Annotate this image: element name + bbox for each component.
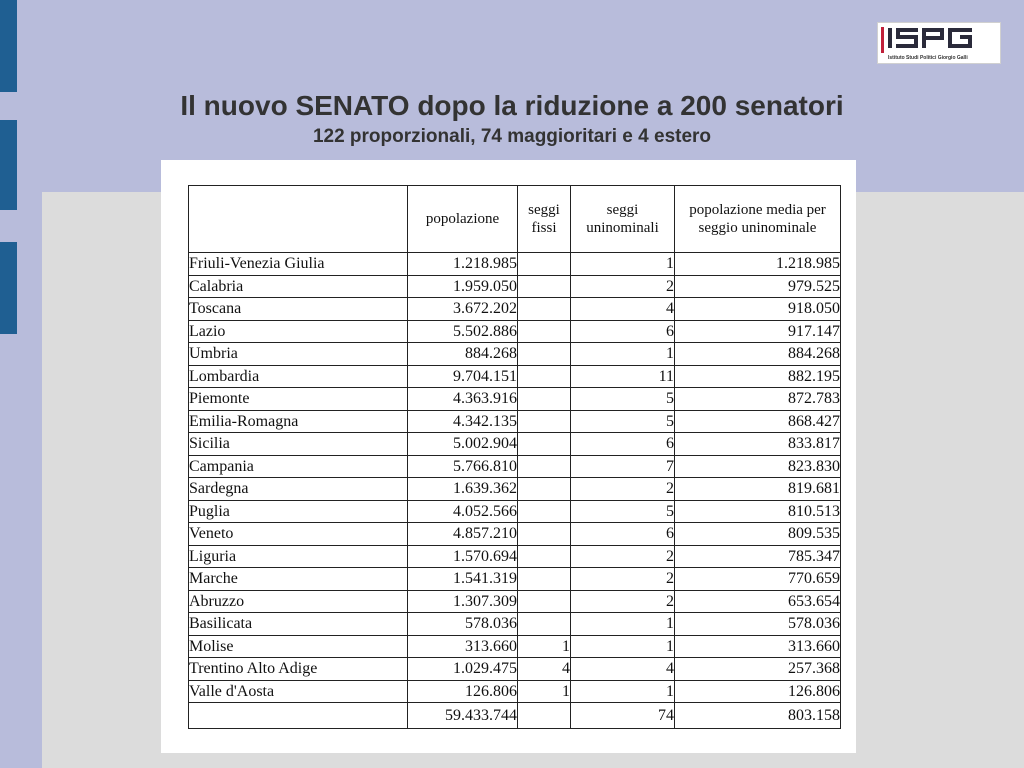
cell-avg-population: 819.681 [675, 478, 841, 501]
table-row [189, 320, 841, 343]
cell-single-member-seats: 6 [571, 523, 675, 546]
cell-single-member-seats: 6 [571, 433, 675, 456]
cell-avg-population: 884.268 [675, 343, 841, 366]
cell-avg-population: 1.218.985 [675, 253, 841, 276]
cell-region: Umbria [189, 343, 408, 366]
cell-population: 9.704.151 [408, 365, 518, 388]
cell-population: 4.857.210 [408, 523, 518, 546]
cell-population: 3.672.202 [408, 298, 518, 321]
cell-single-member-seats: 2 [571, 568, 675, 591]
cell-region: Veneto [189, 523, 408, 546]
cell-region: Sicilia [189, 433, 408, 456]
cell-avg-population: 770.659 [675, 568, 841, 591]
cell-population: 1.570.694 [408, 545, 518, 568]
total-cell-fixed-seats [518, 703, 571, 729]
header-population: popolazione [408, 186, 518, 253]
cell-region: Lombardia [189, 365, 408, 388]
total-cell-avg-population: 803.158 [675, 703, 841, 729]
cell-fixed-seats: 1 [518, 635, 571, 658]
cell-population: 313.660 [408, 635, 518, 658]
cell-region: Marche [189, 568, 408, 591]
table-row [189, 680, 841, 703]
cell-single-member-seats: 1 [571, 635, 675, 658]
cell-avg-population: 810.513 [675, 500, 841, 523]
cell-single-member-seats: 1 [571, 253, 675, 276]
cell-fixed-seats [518, 343, 571, 366]
cell-avg-population: 882.195 [675, 365, 841, 388]
page-subtitle: 122 proporzionali, 74 maggioritari e 4 estero [312, 126, 712, 147]
cell-single-member-seats: 7 [571, 455, 675, 478]
cell-region: Calabria [189, 275, 408, 298]
cell-single-member-seats: 2 [571, 590, 675, 613]
cell-single-member-seats: 2 [571, 478, 675, 501]
cell-population: 5.766.810 [408, 455, 518, 478]
table-total-row [189, 703, 841, 729]
cell-single-member-seats: 6 [571, 320, 675, 343]
table-row [189, 523, 841, 546]
cell-avg-population: 918.050 [675, 298, 841, 321]
ispg-logo [877, 22, 1001, 64]
cell-single-member-seats: 4 [571, 658, 675, 681]
cell-fixed-seats [518, 613, 571, 636]
cell-avg-population: 823.830 [675, 455, 841, 478]
cell-population: 5.502.886 [408, 320, 518, 343]
table-header-row [189, 186, 841, 253]
cell-fixed-seats [518, 275, 571, 298]
cell-avg-population: 979.525 [675, 275, 841, 298]
cell-fixed-seats [518, 590, 571, 613]
cell-population: 126.806 [408, 680, 518, 703]
cell-population: 4.052.566 [408, 500, 518, 523]
table-row [189, 365, 841, 388]
cell-region: Toscana [189, 298, 408, 321]
cell-single-member-seats: 4 [571, 298, 675, 321]
cell-fixed-seats [518, 320, 571, 343]
cell-fixed-seats [518, 433, 571, 456]
cell-avg-population: 126.806 [675, 680, 841, 703]
cell-avg-population: 578.036 [675, 613, 841, 636]
cell-population: 1.307.309 [408, 590, 518, 613]
cell-single-member-seats: 11 [571, 365, 675, 388]
cell-region: Trentino Alto Adige [189, 658, 408, 681]
table-row [189, 568, 841, 591]
table-row [189, 500, 841, 523]
table-row [189, 635, 841, 658]
cell-population: 1.029.475 [408, 658, 518, 681]
cell-fixed-seats: 1 [518, 680, 571, 703]
table-row [189, 298, 841, 321]
cell-region: Lazio [189, 320, 408, 343]
cell-fixed-seats [518, 523, 571, 546]
cell-fixed-seats [518, 545, 571, 568]
cell-fixed-seats [518, 455, 571, 478]
table-row [189, 388, 841, 411]
cell-single-member-seats: 5 [571, 410, 675, 433]
cell-avg-population: 653.654 [675, 590, 841, 613]
total-cell-single-member-seats: 74 [571, 703, 675, 729]
cell-region: Abruzzo [189, 590, 408, 613]
cell-region: Basilicata [189, 613, 408, 636]
cell-single-member-seats: 1 [571, 680, 675, 703]
cell-fixed-seats [518, 500, 571, 523]
cell-single-member-seats: 2 [571, 275, 675, 298]
cell-single-member-seats: 5 [571, 500, 675, 523]
cell-avg-population: 785.347 [675, 545, 841, 568]
senate-table [188, 185, 841, 729]
cell-avg-population: 872.783 [675, 388, 841, 411]
cell-fixed-seats [518, 568, 571, 591]
cell-single-member-seats: 5 [571, 388, 675, 411]
cell-population: 1.639.362 [408, 478, 518, 501]
table-row [189, 275, 841, 298]
header-avg-population: popolazione media per seggio uninominale [675, 186, 841, 253]
cell-fixed-seats [518, 298, 571, 321]
table-row [189, 253, 841, 276]
cell-population: 1.959.050 [408, 275, 518, 298]
cell-region: Valle d'Aosta [189, 680, 408, 703]
table-row [189, 545, 841, 568]
cell-fixed-seats [518, 365, 571, 388]
cell-region: Liguria [189, 545, 408, 568]
cell-avg-population: 809.535 [675, 523, 841, 546]
cell-avg-population: 917.147 [675, 320, 841, 343]
cell-population: 1.541.319 [408, 568, 518, 591]
cell-region: Campania [189, 455, 408, 478]
table-row [189, 478, 841, 501]
cell-fixed-seats: 4 [518, 658, 571, 681]
header-single-member-seats: seggi uninominali [571, 186, 675, 253]
cell-avg-population: 833.817 [675, 433, 841, 456]
cell-avg-population: 257.368 [675, 658, 841, 681]
cell-population: 4.342.135 [408, 410, 518, 433]
table-row [189, 433, 841, 456]
cell-region: Puglia [189, 500, 408, 523]
total-cell-region [189, 703, 408, 729]
table-row [189, 658, 841, 681]
cell-single-member-seats: 1 [571, 343, 675, 366]
side-accent-bar [0, 0, 17, 92]
cell-single-member-seats: 2 [571, 545, 675, 568]
cell-region: Emilia-Romagna [189, 410, 408, 433]
cell-avg-population: 868.427 [675, 410, 841, 433]
logo-subtitle: Istituto Studi Politici Giorgio Galli [888, 55, 968, 61]
cell-population: 5.002.904 [408, 433, 518, 456]
cell-avg-population: 313.660 [675, 635, 841, 658]
page-title: Il nuovo SENATO dopo la riduzione a 200 senatori [180, 90, 844, 121]
cell-fixed-seats [518, 478, 571, 501]
table-row [189, 613, 841, 636]
cell-fixed-seats [518, 410, 571, 433]
header-region [189, 186, 408, 253]
cell-region: Piemonte [189, 388, 408, 411]
table-card [161, 160, 856, 753]
cell-population: 4.363.916 [408, 388, 518, 411]
cell-population: 1.218.985 [408, 253, 518, 276]
header-fixed-seats: seggi fissi [518, 186, 571, 253]
cell-single-member-seats: 1 [571, 613, 675, 636]
cell-fixed-seats [518, 388, 571, 411]
table-row [189, 343, 841, 366]
cell-region: Friuli-Venezia Giulia [189, 253, 408, 276]
table-row [189, 455, 841, 478]
side-accent-bar [0, 242, 17, 334]
cell-fixed-seats [518, 253, 571, 276]
table-row [189, 410, 841, 433]
total-cell-population: 59.433.744 [408, 703, 518, 729]
cell-region: Molise [189, 635, 408, 658]
cell-population: 884.268 [408, 343, 518, 366]
cell-population: 578.036 [408, 613, 518, 636]
cell-region: Sardegna [189, 478, 408, 501]
table-row [189, 590, 841, 613]
